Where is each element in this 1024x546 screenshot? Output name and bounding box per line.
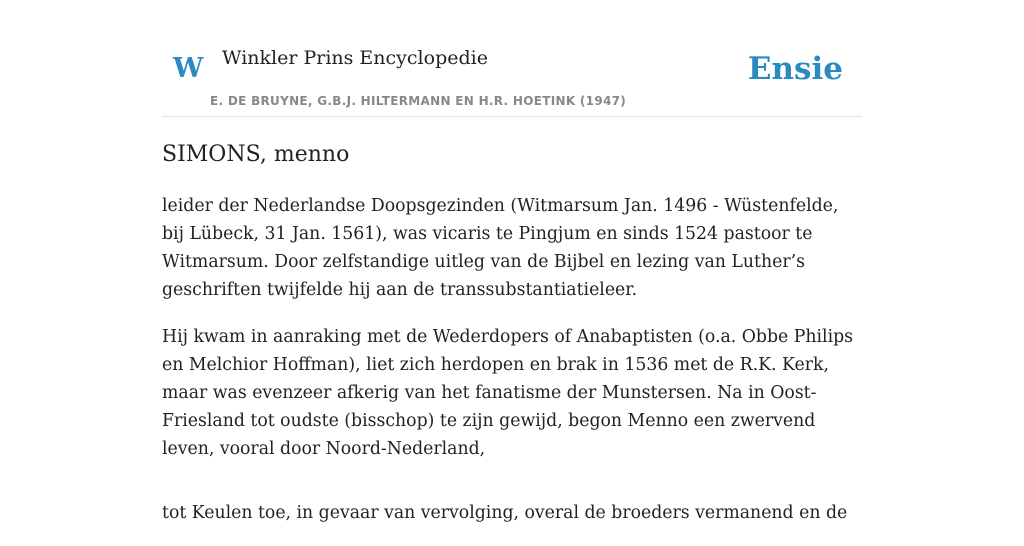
article-title: SIMONS, menno — [162, 142, 350, 167]
article-paragraph: leider der Nederlandse Doopsgezinden (Witmarsum Jan. 1496 - Wüstenfelde, bij Lübeck, 31 Jan. 1561), was vicaris te Pingjum en sinds 1524 pastoor te Witmarsum. Door zelfstandige uitleg van de Bijbel en lezing van Luther’s geschriften twijfelde hij aan de transsubstantiatieleer. — [162, 196, 839, 300]
article-body — [162, 192, 862, 546]
book-authors: E. DE BRUYNE, G.B.J. HILTERMANN EN H.R. HOETINK (1947) — [210, 94, 627, 108]
article-paragraph: Hij kwam in aanraking met de Wederdopers of Anabaptisten (o.a. Obbe Philips en Melchior Hoffman), liet zich herdopen en brak in 1536 met de R.K. Kerk, maar was evenzeer afkerig van het fanatisme der Munstersen. Na in Oost-Friesland tot oudste (bisschop) te zijn gewijd, begon Menno een zwervend leven, vooral door Noord-Nederland, — [162, 327, 854, 459]
ensie-logo[interactable]: Ensie — [747, 51, 843, 87]
article-paragraph: tot Keulen toe, in gevaar van vervolging, overal de broeders vermanend en de — [162, 503, 848, 523]
winkler-prins-logo-icon[interactable]: W — [173, 53, 204, 84]
site-header — [162, 0, 862, 117]
book-title[interactable]: Winkler Prins Encyclopedie — [222, 47, 488, 69]
